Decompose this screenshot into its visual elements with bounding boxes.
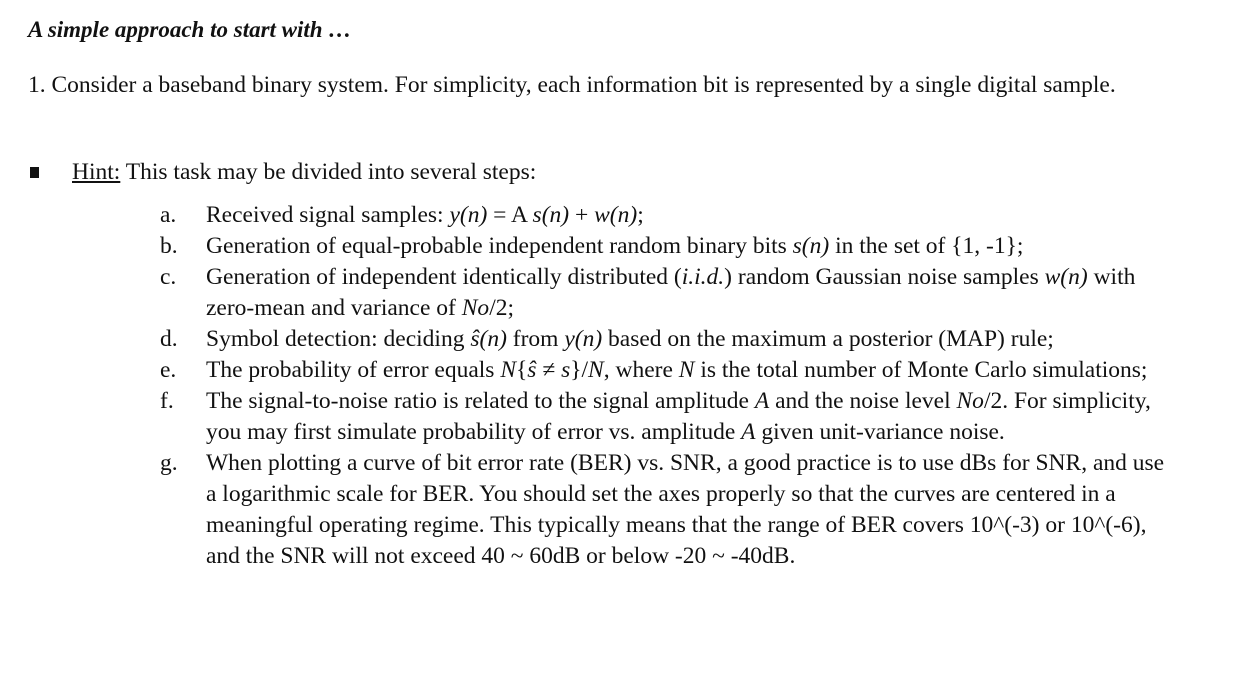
step-text: ) random Gaussian noise samples bbox=[724, 264, 1045, 290]
step-b bbox=[0, 231, 1178, 262]
step-text: from bbox=[506, 326, 565, 352]
step-text: in the set of {1, -1}; bbox=[829, 233, 1024, 259]
step-letter: a. bbox=[160, 202, 177, 228]
step-text: The probability of error equals bbox=[206, 357, 501, 383]
step-g bbox=[0, 448, 1178, 572]
step-text: /2; bbox=[489, 295, 514, 321]
math-s-hat-n: ŝ(n) bbox=[470, 326, 507, 352]
math-s-n: s(n) bbox=[532, 202, 570, 228]
step-text: When plotting a curve of bit error rate (BER) vs. SNR, a good practice is to use dBs for SNR, and use a logarithmic scale for BER. You should set the axes properly so that the curves are centered in a meaningful operating regime. This typically means that the range of BER covers 10^(-3) or 10^(-6), and the SNR will not exceed 40 ~ 60dB or below -20 ~ -40dB. bbox=[206, 450, 1165, 569]
math-s-n: s(n) bbox=[792, 233, 830, 259]
step-text: and the noise level bbox=[769, 388, 957, 414]
step-text: + bbox=[569, 202, 595, 228]
math-s-hat-neq-s: ŝ ≠ s bbox=[527, 357, 571, 383]
step-letter: d. bbox=[160, 326, 178, 352]
step-letter: e. bbox=[160, 357, 177, 383]
step-text: is the total number of Monte Carlo simulations; bbox=[694, 357, 1148, 383]
step-c bbox=[0, 262, 1178, 324]
math-n: N bbox=[678, 357, 695, 383]
hint-label: Hint: bbox=[72, 159, 121, 185]
step-d bbox=[0, 324, 1178, 355]
hint-description: This task may be divided into several steps: bbox=[120, 159, 537, 185]
step-text: The signal-to-noise ratio is related to the signal amplitude bbox=[206, 388, 755, 414]
item-1-text: 1. Consider a baseband binary system. For simplicity, each information bit is represented by a single digital sample. bbox=[28, 72, 1116, 98]
math-w-n: w(n) bbox=[1044, 264, 1088, 290]
section-title: A simple approach to start with … bbox=[28, 17, 352, 42]
step-letter: f. bbox=[160, 388, 174, 414]
math-a: A bbox=[741, 419, 756, 445]
step-text: }/ bbox=[570, 357, 589, 383]
step-letter: c. bbox=[160, 264, 177, 290]
step-text: based on the maximum a posterior (MAP) rule; bbox=[602, 326, 1054, 352]
step-text: given unit-variance noise. bbox=[755, 419, 1005, 445]
step-text: Received signal samples: bbox=[206, 202, 450, 228]
hint-text bbox=[72, 157, 536, 188]
step-letter: g. bbox=[160, 450, 178, 476]
math-w-n: w(n) bbox=[594, 202, 638, 228]
step-text: /2. For simplicity, you may first simulate probability of error vs. amplitude bbox=[206, 388, 1151, 445]
step-text: ; bbox=[637, 202, 644, 228]
math-iid: i.i.d. bbox=[681, 264, 725, 290]
step-a bbox=[0, 200, 1178, 231]
step-text: = A bbox=[487, 202, 533, 228]
math-no: No bbox=[461, 295, 490, 321]
step-text: Generation of independent identically distributed ( bbox=[206, 264, 682, 290]
step-text: { bbox=[516, 357, 528, 383]
steps-list bbox=[0, 200, 1241, 572]
math-y-n: y(n) bbox=[449, 202, 488, 228]
step-text: , where bbox=[603, 357, 679, 383]
step-letter: b. bbox=[160, 233, 178, 259]
step-text: Symbol detection: deciding bbox=[206, 326, 471, 352]
math-no: No bbox=[956, 388, 984, 414]
square-bullet-icon bbox=[30, 167, 39, 178]
math-a: A bbox=[754, 388, 770, 414]
math-n: N bbox=[588, 357, 604, 383]
step-text: Generation of equal-probable independent random binary bits bbox=[206, 233, 793, 259]
step-f bbox=[0, 386, 1178, 448]
step-text: with zero-mean and variance of bbox=[206, 264, 1136, 321]
step-e bbox=[0, 355, 1178, 386]
math-n: N bbox=[500, 357, 516, 383]
math-y-n: y(n) bbox=[564, 326, 603, 352]
